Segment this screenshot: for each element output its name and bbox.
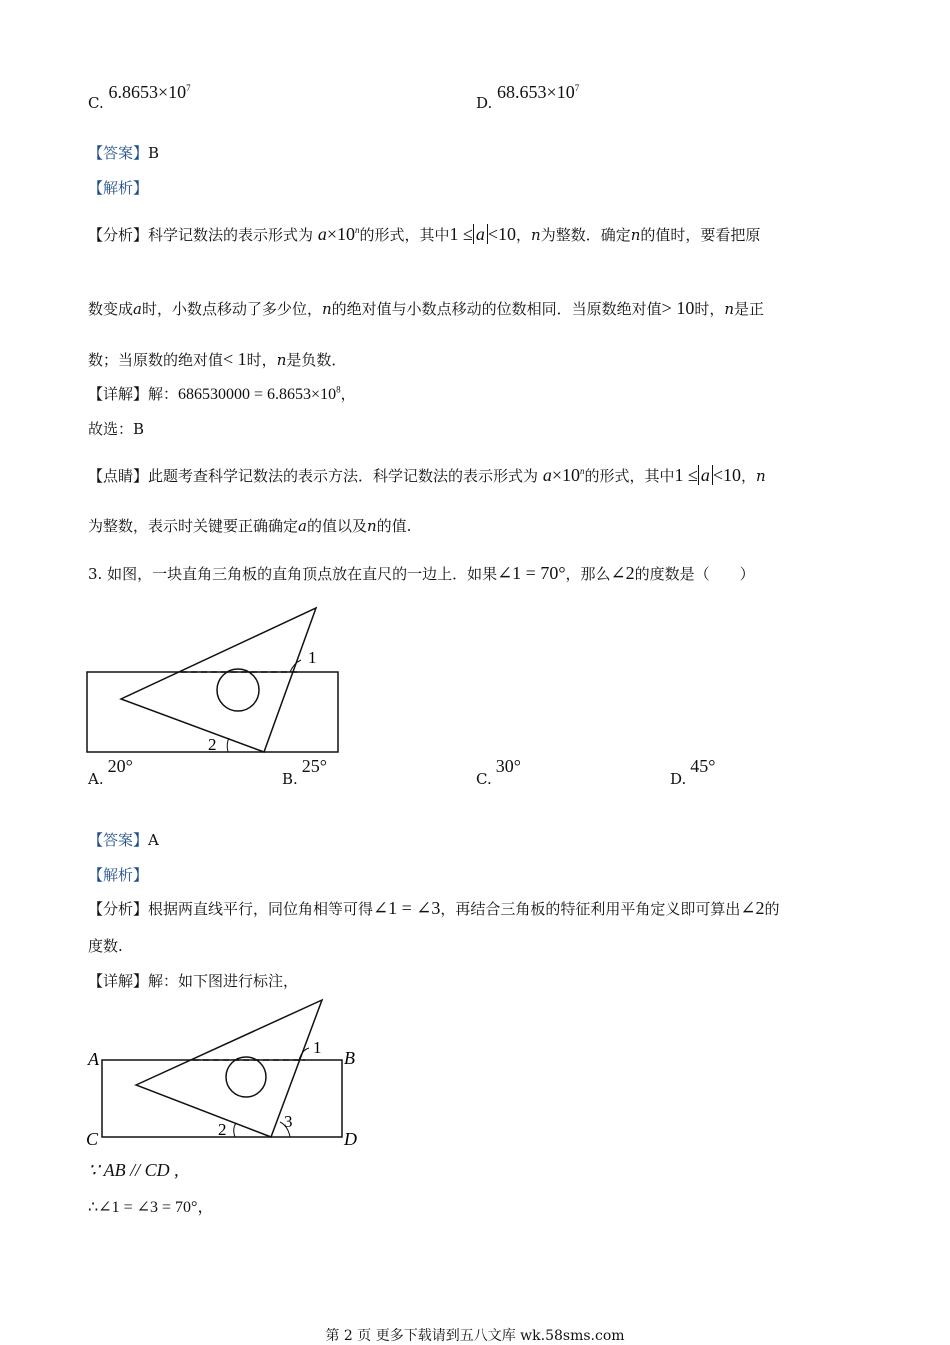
angle-3-label: 3 [284,1112,293,1131]
q3-option-d: D.45° [670,756,716,788]
q2-fenxi-line2: 数变成a时，小数点移动了多少位，n的绝对值与小数点移动的位数相同．当原数绝对值> 10时，n是正 [88,298,765,318]
triangle-hole [226,1057,266,1097]
q3-xiangjie: 【详解】解：如下图进行标注， [88,972,299,990]
point-c-label: C [86,1129,99,1149]
angle-1-label: 1 [313,1038,322,1057]
q3-jiexi: 【解析】 [88,866,149,884]
angle-2-arc [234,1123,236,1137]
option-value: $6.8653\times 10^7$ [108,82,191,102]
option-d [476,82,580,113]
q2-xiangjie: 【详解】解：$686530000 = 6.8653\times 10^8$， [88,384,356,403]
q2-answer: 【答案】B [88,144,160,162]
option-c [88,82,191,113]
q3-answer: 【答案】A [88,831,159,849]
q2-dianjing-line1: 【点睛】此题考查科学记数法的表示方法．科学记数法的表示形式为 $a\times 10^n$的形式，其中1 ≤ a <10，n [88,465,766,485]
q2-guxuan: 故选：B [88,420,145,438]
q3-option-b: B.25° [282,756,327,788]
triangle [121,608,316,752]
q3-option-a: A.20° [88,756,133,788]
option-label: C. [88,94,104,112]
q2-fenxi-line3: 数；当原数的绝对值< 1时，n是负数． [88,349,347,369]
q3-figure-labeled [80,995,370,1155]
angle-2-label: 2 [218,1120,227,1139]
point-b-label: B [344,1048,355,1068]
triangle-hole [217,669,259,711]
triangle [136,1000,322,1137]
because-line: ∵ AB // CD , [88,1160,179,1180]
q2-fenxi-line1: 【分析】科学记数法的表示形式为 $a\times 10^n$的形式，其中1 ≤ a <10，n为整数．确定n的值时，要看把原 [88,224,761,244]
point-d-label: D [344,1129,357,1149]
point-a-label: A [88,1049,99,1069]
q3-fenxi-line2: 度数. [88,937,123,955]
therefore-line: ∴∠1 = ∠3 = 70°， [88,1199,214,1216]
q2-jiexi: 【解析】 [88,179,149,197]
angle-2-arc [227,738,229,752]
q3-option-c: C.30° [476,756,521,788]
option-value: $68.653\times 10^7$ [497,82,580,102]
q3-stem: 3. 如图，一块直角三角板的直角顶点放在直尺的一边上．如果∠1 = 70°，那么∠2的度数是（ ） [88,563,755,583]
q2-dianjing-line2: 为整数，表示时关键要正确确定a的值以及n的值. [88,517,412,535]
option-label: D. [476,94,493,112]
page-footer: 第 2 页 更多下载请到五八文库 wk.58sms.com [325,1328,625,1344]
angle-1-label: 1 [308,648,317,667]
angle-2-label: 2 [208,735,217,754]
q3-figure [80,600,350,760]
q3-fenxi-line1: 【分析】根据两直线平行，同位角相等可得∠1 = ∠3，再结合三角板的特征利用平角定义即可算出∠2的 [88,898,780,918]
